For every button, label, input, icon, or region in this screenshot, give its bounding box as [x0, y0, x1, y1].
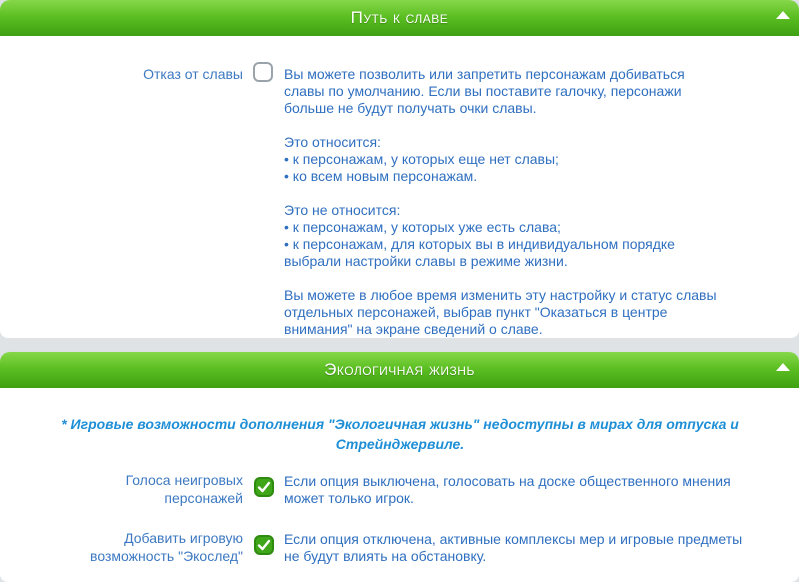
- reject-fame-label: Отказ от славы: [143, 66, 243, 82]
- eco-section-panel: [0, 388, 799, 582]
- eco-footprint-checkbox[interactable]: [254, 535, 274, 555]
- fame-section-title: Путь к славе: [350, 8, 449, 27]
- checkmark-icon: [257, 480, 271, 494]
- npc-votes-label: Голоса неигровых персонажей: [125, 472, 243, 506]
- reject-fame-desc-paragraph: Вы можете в любое время изменить эту настройку и статус славы отдельных персонажей, выбрав пункт "Оказаться в центре внимания" на экране сведений о славе.: [284, 287, 717, 337]
- reject-fame-desc-paragraph: Вы можете позволить или запретить персонажам добиваться славы по умолчанию. Если вы поставите галочку, персонажи больше не будут получать очки славы.: [284, 66, 685, 116]
- npc-votes-description: Если опция выключена, голосовать на доске общественного мнения может только игрок.: [284, 473, 731, 506]
- fame-section-panel: [0, 36, 799, 338]
- eco-section: [0, 352, 799, 582]
- reject-fame-description: [284, 66, 784, 338]
- reject-fame-checkbox[interactable]: [253, 62, 273, 82]
- eco-section-header[interactable]: [0, 352, 799, 388]
- collapse-caret-icon[interactable]: [776, 11, 790, 19]
- reject-fame-desc-paragraph: Это не относится: • к персонажам, у которых уже есть слава; • к персонажам, для которых вы в индивидуальном порядке выбрали настройки славы в режиме жизни.: [284, 202, 675, 269]
- eco-section-title: Экологичная жизнь: [324, 360, 475, 379]
- npc-votes-checkbox[interactable]: [254, 477, 274, 497]
- eco-footprint-description: Если опция отключена, активные комплексы мер и игровые предметы не будут влиять на обстановку.: [284, 531, 743, 564]
- eco-notice: * Игровые возможности дополнения "Экологичная жизнь" недоступны в мирах для отпуска и Стрейнджервиле.: [61, 416, 739, 452]
- collapse-caret-icon[interactable]: [776, 363, 790, 371]
- checkmark-icon: [257, 538, 271, 552]
- eco-footprint-label: Добавить игровую возможность "Экослед": [90, 530, 243, 564]
- fame-section-header[interactable]: [0, 0, 799, 36]
- reject-fame-desc-paragraph: Это относится: • к персонажам, у которых еще нет славы; • ко всем новым персонажам.: [284, 134, 559, 184]
